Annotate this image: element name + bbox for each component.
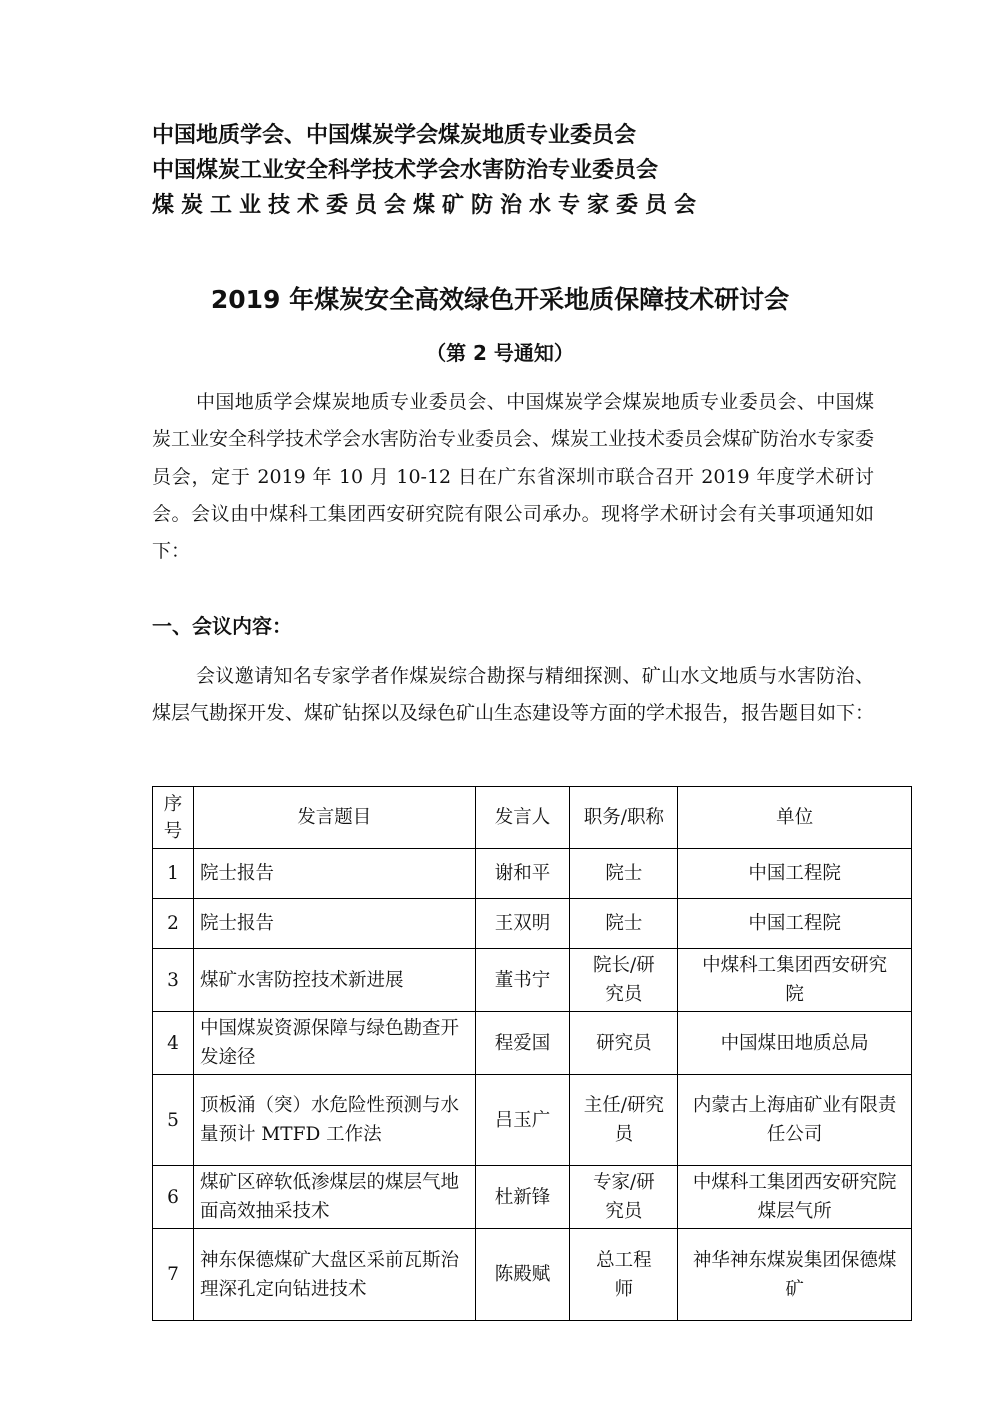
cell-position: 专家/研究员 bbox=[570, 1166, 678, 1229]
cell-position: 院士 bbox=[570, 849, 678, 899]
table-header-row bbox=[153, 787, 912, 849]
cell-position: 院士 bbox=[570, 899, 678, 949]
cell-no: 1 bbox=[153, 849, 194, 899]
cell-topic: 煤矿水害防控技术新进展 bbox=[193, 949, 475, 1012]
header-topic: 发言题目 bbox=[193, 787, 475, 849]
organizer-line: 中国煤炭工业安全科学技术学会水害防治专业委员会 bbox=[152, 157, 659, 183]
cell-no: 2 bbox=[153, 899, 194, 949]
cell-no: 6 bbox=[153, 1166, 194, 1229]
table-row bbox=[153, 1075, 912, 1166]
cell-topic: 院士报告 bbox=[193, 849, 475, 899]
table-row bbox=[153, 1166, 912, 1229]
cell-speaker: 程爱国 bbox=[475, 1012, 570, 1075]
cell-speaker: 王双明 bbox=[475, 899, 570, 949]
cell-unit: 中国煤田地质总局 bbox=[678, 1012, 912, 1075]
header-no: 序号 bbox=[153, 787, 194, 849]
report-table bbox=[152, 786, 912, 1321]
cell-unit: 中煤科工集团西安研究院 bbox=[678, 949, 912, 1012]
organizer-list bbox=[152, 118, 752, 223]
cell-position: 主任/研究员 bbox=[570, 1075, 678, 1166]
cell-position: 院长/研究员 bbox=[570, 949, 678, 1012]
notice-title: 2019 年煤炭安全高效绿色开采地质保障技术研讨会 bbox=[210, 285, 790, 314]
section-heading: 一、会议内容： bbox=[152, 614, 292, 638]
organizer-line: 煤炭工业技术委员会煤矿防治水专家委员会 bbox=[152, 192, 704, 218]
table-row bbox=[153, 1229, 912, 1321]
cell-speaker: 谢和平 bbox=[475, 849, 570, 899]
cell-speaker: 董书宁 bbox=[475, 949, 570, 1012]
cell-speaker: 吕玉广 bbox=[475, 1075, 570, 1166]
section-paragraph: 会议邀请知名专家学者作煤炭综合勘探与精细探测、矿山水文地质与水害防治、煤层气勘探开发、煤矿钻探以及绿色矿山生态建设等方面的学术报告，报告题目如下： bbox=[152, 665, 875, 725]
cell-no: 5 bbox=[153, 1075, 194, 1166]
cell-no: 3 bbox=[153, 949, 194, 1012]
table-row bbox=[153, 949, 912, 1012]
cell-position: 研究员 bbox=[570, 1012, 678, 1075]
cell-unit: 中国工程院 bbox=[678, 899, 912, 949]
table-row bbox=[153, 899, 912, 949]
cell-unit: 内蒙古上海庙矿业有限责任公司 bbox=[678, 1075, 912, 1166]
cell-unit: 中国工程院 bbox=[678, 849, 912, 899]
cell-topic: 煤矿区碎软低渗煤层的煤层气地面高效抽采技术 bbox=[193, 1166, 475, 1229]
cell-topic: 顶板涌（突）水危险性预测与水量预计 MTFD 工作法 bbox=[193, 1075, 475, 1166]
cell-unit: 神华神东煤炭集团保德煤矿 bbox=[678, 1229, 912, 1321]
cell-no: 4 bbox=[153, 1012, 194, 1075]
organizer-line: 中国地质学会、中国煤炭学会煤炭地质专业委员会 bbox=[152, 122, 637, 148]
table-row bbox=[153, 849, 912, 899]
header-position: 职务/职称 bbox=[570, 787, 678, 849]
header-speaker: 发言人 bbox=[475, 787, 570, 849]
cell-speaker: 陈殿赋 bbox=[475, 1229, 570, 1321]
cell-topic: 中国煤炭资源保障与绿色勘查开发途径 bbox=[193, 1012, 475, 1075]
table-row bbox=[153, 1012, 912, 1075]
intro-paragraph: 中国地质学会煤炭地质专业委员会、中国煤炭学会煤炭地质专业委员会、中国煤炭工业安全科学技术学会水害防治专业委员会、煤炭工业技术委员会煤矿防治水专家委员会，定于 2019 年 10 月 10-12 日在广东省深圳市联合召开 2019 年度学术研讨会。会议由中煤科工集团西安研究院有限公司承办。现将学术研讨会有关事项通知如下： bbox=[152, 391, 875, 563]
cell-speaker: 杜新锋 bbox=[475, 1166, 570, 1229]
cell-position: 总工程师 bbox=[570, 1229, 678, 1321]
cell-no: 7 bbox=[153, 1229, 194, 1321]
notice-subtitle: （第 2 号通知） bbox=[426, 341, 574, 365]
cell-unit: 中煤科工集团西安研究院煤层气所 bbox=[678, 1166, 912, 1229]
header-unit: 单位 bbox=[678, 787, 912, 849]
cell-topic: 院士报告 bbox=[193, 899, 475, 949]
cell-topic: 神东保德煤矿大盘区采前瓦斯治理深孔定向钻进技术 bbox=[193, 1229, 475, 1321]
